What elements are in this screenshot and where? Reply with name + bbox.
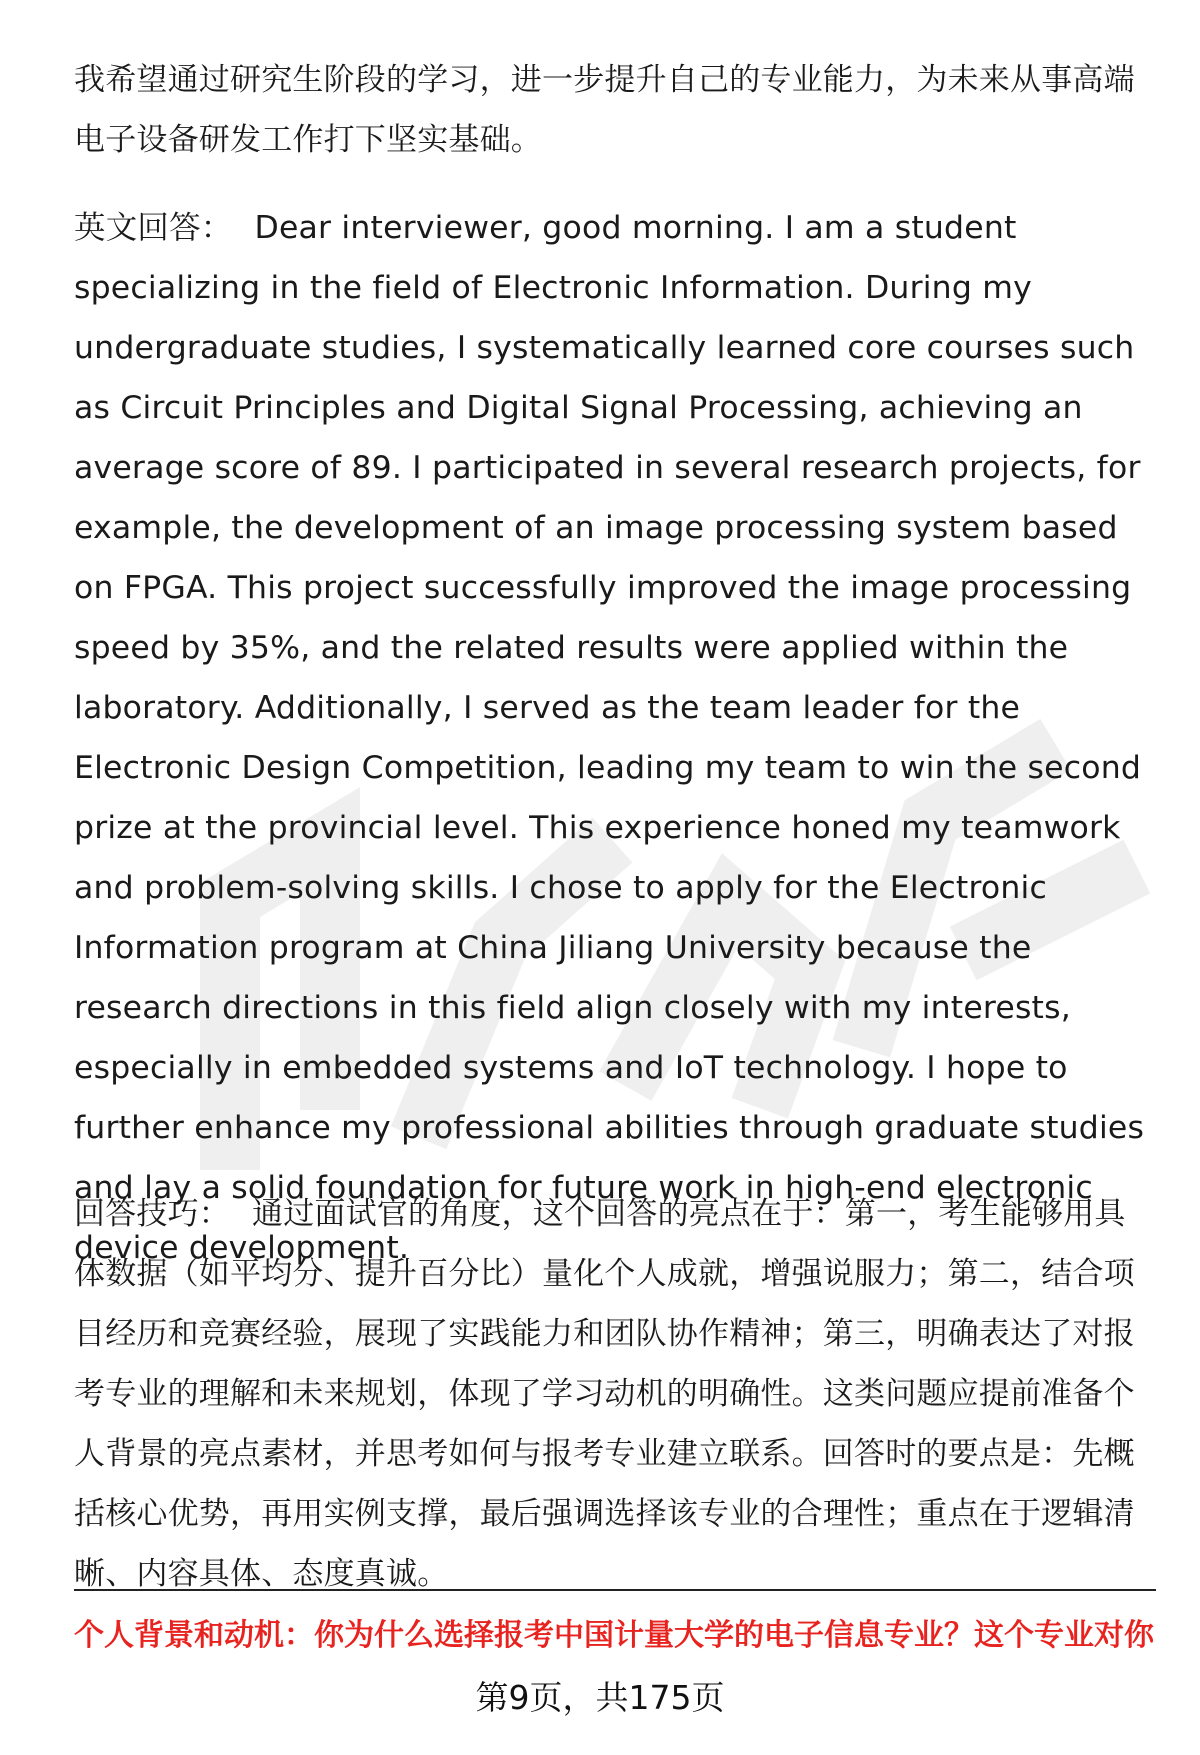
english-answer-label: 英文回答： <box>74 210 233 246</box>
intro-text: 我希望通过研究生阶段的学习，进一步提升自己的专业能力，为未来从事高端电子设备研发工作打下坚实基础。 <box>74 62 1135 158</box>
english-answer-paragraph <box>74 198 1156 1278</box>
section-divider <box>74 1589 1156 1591</box>
english-answer-text: Dear interviewer, good morning. I am a student specializing in the field of Electronic Information. During my undergraduate studies, I systematically learned core courses such as Circuit Principles and Digital Signal Processing, achieving an average score of 89. I participated in several research projects, for example, the development of an image processing system based on FPGA. This project successfully improved the image processing speed by 35%, and the related results were applied within the laboratory. Additionally, I served as the team leader for the Electronic Design Competition, leading my team to win the second prize at the provincial level. This experience honed my teamwork and problem-solving skills. I chose to apply for the Electronic Information program at China Jiliang University because the research directions in this field align closely with my interests, especially in embedded systems and IoT technology. I hope to further enhance my professional abilities through graduate studies and lay a solid foundation for future work in high-end electronic device development. <box>74 210 1145 1266</box>
answer-tips-label: 回答技巧： <box>74 1196 230 1232</box>
next-question-heading: 个人背景和动机：你为什么选择报考中国计量大学的电子信息专业？这个专业对你 <box>74 1618 1154 1653</box>
page-number: 第9页，共175页 <box>475 1678 725 1717</box>
intro-paragraph <box>74 50 1156 170</box>
answer-tips-text: 通过面试官的角度，这个回答的亮点在于：第一，考生能够用具体数据（如平均分、提升百分比）量化个人成就，增强说服力；第二，结合项目经历和竞赛经验，展现了实践能力和团队协作精神；第三，明确表达了对报考专业的理解和未来规划，体现了学习动机的明确性。这类问题应提前准备个人背景的亮点素材，并思考如何与报考专业建立联系。回答时的要点是：先概括核心优势，再用实例支撑，最后强调选择该专业的合理性；重点在于逻辑清晰、内容具体、态度真诚。 <box>74 1196 1135 1592</box>
answer-tips-paragraph <box>74 1184 1156 1604</box>
